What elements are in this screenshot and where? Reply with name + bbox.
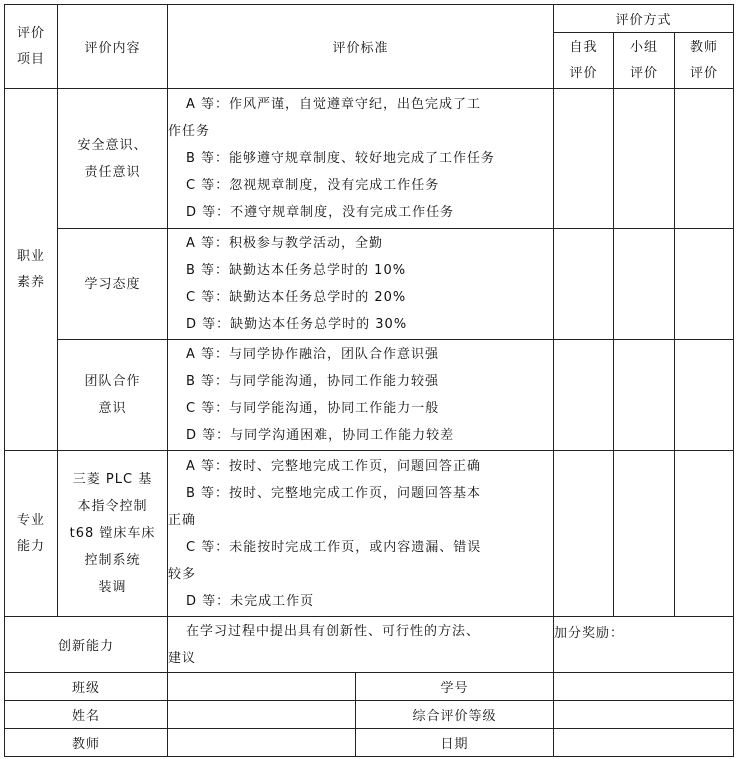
bonus-cell[interactable]	[554, 617, 734, 673]
item-pa-line1: 专业	[16, 512, 45, 528]
teacher-eval-cell[interactable]	[675, 340, 734, 451]
student-no-label: 学号	[356, 673, 554, 701]
teacher-eval-cell[interactable]	[675, 451, 734, 617]
header-group-line1: 小组	[629, 39, 658, 55]
content-line: 学习态度	[84, 276, 141, 292]
evaluation-table	[4, 4, 734, 757]
criteria-line: 建议	[168, 650, 197, 666]
self-eval-cell[interactable]	[554, 229, 614, 340]
criteria-safety	[168, 89, 554, 229]
criteria-line: D 等：与同学沟通困难，协同工作能力较差	[186, 428, 455, 443]
header-criteria: 评价标准	[168, 5, 554, 89]
criteria-attitude	[168, 229, 554, 340]
content-line: 装调	[98, 580, 127, 595]
content-safety	[58, 89, 168, 229]
item-professional-quality	[5, 89, 58, 451]
header-self-line1: 自我	[569, 39, 598, 55]
name-label: 姓名	[5, 701, 168, 729]
content-teamwork	[58, 340, 168, 451]
content-attitude	[58, 229, 168, 340]
content-line: t68 镗床车床	[69, 526, 156, 541]
criteria-line: B 等：与同学能沟通，协同工作能力较强	[186, 374, 440, 389]
name-value-cell[interactable]	[168, 701, 356, 729]
criteria-line: A 等：积极参与教学活动，全勤	[186, 236, 384, 251]
criteria-teamwork	[168, 340, 554, 451]
item-pa-line2: 能力	[16, 538, 45, 554]
item-professional-ability	[5, 451, 58, 617]
date-value-cell[interactable]	[554, 729, 734, 757]
student-no-value-cell[interactable]	[554, 673, 734, 701]
header-item-line2: 项目	[16, 51, 45, 67]
criteria-plc-task	[168, 451, 554, 617]
content-plc-task	[58, 451, 168, 617]
content-line: 意识	[98, 401, 127, 416]
criteria-line: 在学习过程中提出具有创新性、可行性的方法、	[186, 623, 481, 639]
teacher-eval-cell[interactable]	[675, 89, 734, 229]
criteria-line: D 等：未完成工作页	[186, 593, 315, 609]
header-item-line1: 评价	[16, 25, 45, 41]
criteria-line: 较多	[168, 566, 197, 582]
item-pq-line2: 素养	[16, 274, 45, 290]
header-group-line2: 评价	[629, 65, 658, 81]
self-eval-cell[interactable]	[554, 451, 614, 617]
header-teacher-line1: 教师	[689, 39, 718, 55]
criteria-line: D 等：不遵守规章制度，没有完成工作任务	[186, 205, 455, 220]
innovation-criteria	[168, 617, 554, 673]
header-self-eval	[554, 33, 614, 89]
criteria-line: 作任务	[168, 124, 211, 139]
innovation-label: 创新能力	[5, 617, 168, 673]
criteria-line: C 等：缺勤达本任务总学时的 20%	[186, 290, 407, 305]
criteria-line: 正确	[168, 512, 197, 528]
header-teacher-eval	[675, 33, 734, 89]
criteria-line: A 等：按时、完整地完成工作页，问题回答正确	[186, 458, 482, 474]
class-value-cell[interactable]	[168, 673, 356, 701]
bonus-label: 加分奖励：	[554, 626, 625, 641]
item-pq-line1: 职业	[16, 248, 45, 264]
content-line: 安全意识、	[77, 137, 148, 153]
header-item-cell	[5, 5, 58, 89]
group-eval-cell[interactable]	[614, 89, 675, 229]
self-eval-cell[interactable]	[554, 340, 614, 451]
criteria-line: A 等：作风严谨，自觉遵章守纪，出色完成了工	[186, 97, 482, 112]
grade-label: 综合评价等级	[356, 701, 554, 729]
date-label: 日期	[356, 729, 554, 757]
grade-value-cell[interactable]	[554, 701, 734, 729]
self-eval-cell[interactable]	[554, 89, 614, 229]
criteria-line: B 等：能够遵守规章制度、较好地完成了工作任务	[186, 151, 496, 166]
header-teacher-line2: 评价	[689, 65, 718, 81]
class-label: 班级	[5, 673, 168, 701]
criteria-line: C 等：与同学能沟通，协同工作能力一般	[186, 401, 440, 416]
teacher-eval-cell[interactable]	[675, 229, 734, 340]
criteria-line: D 等：缺勤达本任务总学时的 30%	[186, 317, 408, 332]
criteria-line: A 等：与同学协作融洽，团队合作意识强	[186, 347, 440, 362]
group-eval-cell[interactable]	[614, 229, 675, 340]
criteria-line: B 等：缺勤达本任务总学时的 10%	[186, 263, 407, 278]
header-group-eval	[614, 33, 675, 89]
teacher-label: 教师	[5, 729, 168, 757]
content-line: 团队合作	[84, 374, 141, 389]
header-method: 评价方式	[554, 5, 734, 33]
group-eval-cell[interactable]	[614, 340, 675, 451]
criteria-line: C 等：忽视规章制度，没有完成工作任务	[186, 178, 440, 193]
content-line: 本指令控制	[77, 499, 148, 514]
content-line: 三菱 PLC 基	[72, 472, 153, 487]
group-eval-cell[interactable]	[614, 451, 675, 617]
criteria-line: B 等：按时、完整地完成工作页，问题回答基本	[186, 485, 482, 501]
header-self-line2: 评价	[569, 65, 598, 81]
content-line: 责任意识	[84, 164, 141, 180]
header-content: 评价内容	[58, 5, 168, 89]
teacher-value-cell[interactable]	[168, 729, 356, 757]
content-line: 控制系统	[84, 553, 141, 568]
criteria-line: C 等：未能按时完成工作页，或内容遗漏、错误	[186, 539, 482, 555]
